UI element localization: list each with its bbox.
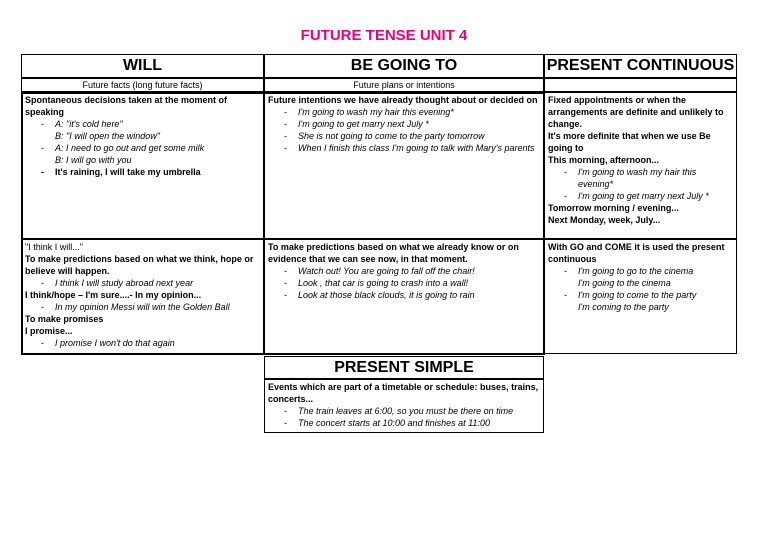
will-spontaneous-cell: [21, 92, 264, 239]
going-predictions-cell: [264, 239, 544, 354]
list-item: - Look at those black clouds, it is going to rain: [268, 289, 540, 301]
list-item: - She is not going to come to the party tomorrow: [268, 130, 540, 142]
list-item: - I'm going to come to the party: [548, 289, 733, 301]
subheader-be-going-to: Future plans or intentions: [264, 78, 544, 92]
header-present-continuous: PRESENT CONTINUOUS: [544, 54, 737, 78]
list-item: B: I will go with you: [55, 155, 132, 165]
page-title: FUTURE TENSE UNIT 4: [300, 27, 468, 44]
will-spontaneous-heading: Spontaneous decisions taken at the moment of speaking: [25, 95, 228, 117]
will-line: I think/hope – I'm sure....- In my opinion...: [25, 290, 202, 300]
list-item: - The concert starts at 10:00 and finishes at 11:00: [268, 417, 540, 429]
list-item: - I promise I won't do that again: [25, 337, 260, 349]
going-intentions-heading: Future intentions we have already thought about or decided on: [268, 95, 538, 105]
continuous-line: Tomorrow morning / evening...: [548, 203, 679, 213]
will-line: To make predictions based on what we think, hope or believe will happen.: [25, 254, 254, 276]
going-intentions-cell: [264, 92, 544, 239]
list-item: - Look , that car is going to crash into a wall!: [268, 277, 540, 289]
list-item: - The train leaves at 6:00, so you must be there on time: [268, 405, 540, 417]
going-predictions-heading: To make predictions based on what we already know or on evidence that we can see now, in that moment.: [268, 242, 519, 264]
header-present-simple: PRESENT SIMPLE: [264, 356, 544, 379]
will-line: I promise...: [25, 326, 73, 336]
list-item: - I'm going to wash my hair this evening*: [268, 106, 540, 118]
subheader-will: Future facts (long future facts): [21, 78, 264, 92]
header-be-going-to: BE GOING TO: [264, 54, 544, 78]
header-will: WILL: [21, 54, 264, 78]
list-item: - A: I need to go out and get some milk: [25, 142, 260, 154]
continuous-line: It's more definite that when we use Be going to: [548, 131, 711, 153]
subheader-present-continuous: [544, 78, 737, 92]
present-simple-heading: Events which are part of a timetable or schedule: buses, trains, concerts...: [268, 382, 539, 404]
list-item: I'm going to the cinema: [578, 278, 671, 288]
continuous-line: Fixed appointments or when the arrangements are definite and unlikely to change.: [548, 95, 724, 129]
list-item: - It's raining, I will take my umbrella: [25, 166, 260, 178]
continuous-go-come-cell: [544, 239, 737, 354]
will-predictions-cell: [21, 239, 264, 354]
will-line: To make promises: [25, 314, 104, 324]
continuous-line: This morning, afternoon...: [548, 155, 659, 165]
continuous-go-come-heading: With GO and COME it is used the present continuous: [548, 242, 725, 264]
list-item: B: "I will open the window": [55, 131, 160, 141]
list-item: - I think I will study abroad next year: [25, 277, 260, 289]
list-item: - I'm going to wash my hair this evening*: [548, 166, 733, 190]
list-item: - When I finish this class I'm going to talk with Mary's parents: [268, 142, 540, 154]
list-item: - A: "it's cold here": [25, 118, 260, 130]
list-item: - In my opinion Messi will win the Golden Ball: [25, 301, 260, 313]
continuous-appointments-cell: [544, 92, 737, 239]
list-item: - I'm going to go to the cinema: [548, 265, 733, 277]
list-item: - I'm going to get marry next July *: [268, 118, 540, 130]
present-simple-cell: [264, 379, 544, 433]
list-item: - Watch out! You are going to fall off the chair!: [268, 265, 540, 277]
continuous-line: Next Monday, week, July...: [548, 215, 661, 225]
will-line: "I think I will...": [25, 242, 83, 252]
list-item: - I'm going to get marry next July *: [548, 190, 733, 202]
list-item: I'm coming to the party: [578, 302, 669, 312]
